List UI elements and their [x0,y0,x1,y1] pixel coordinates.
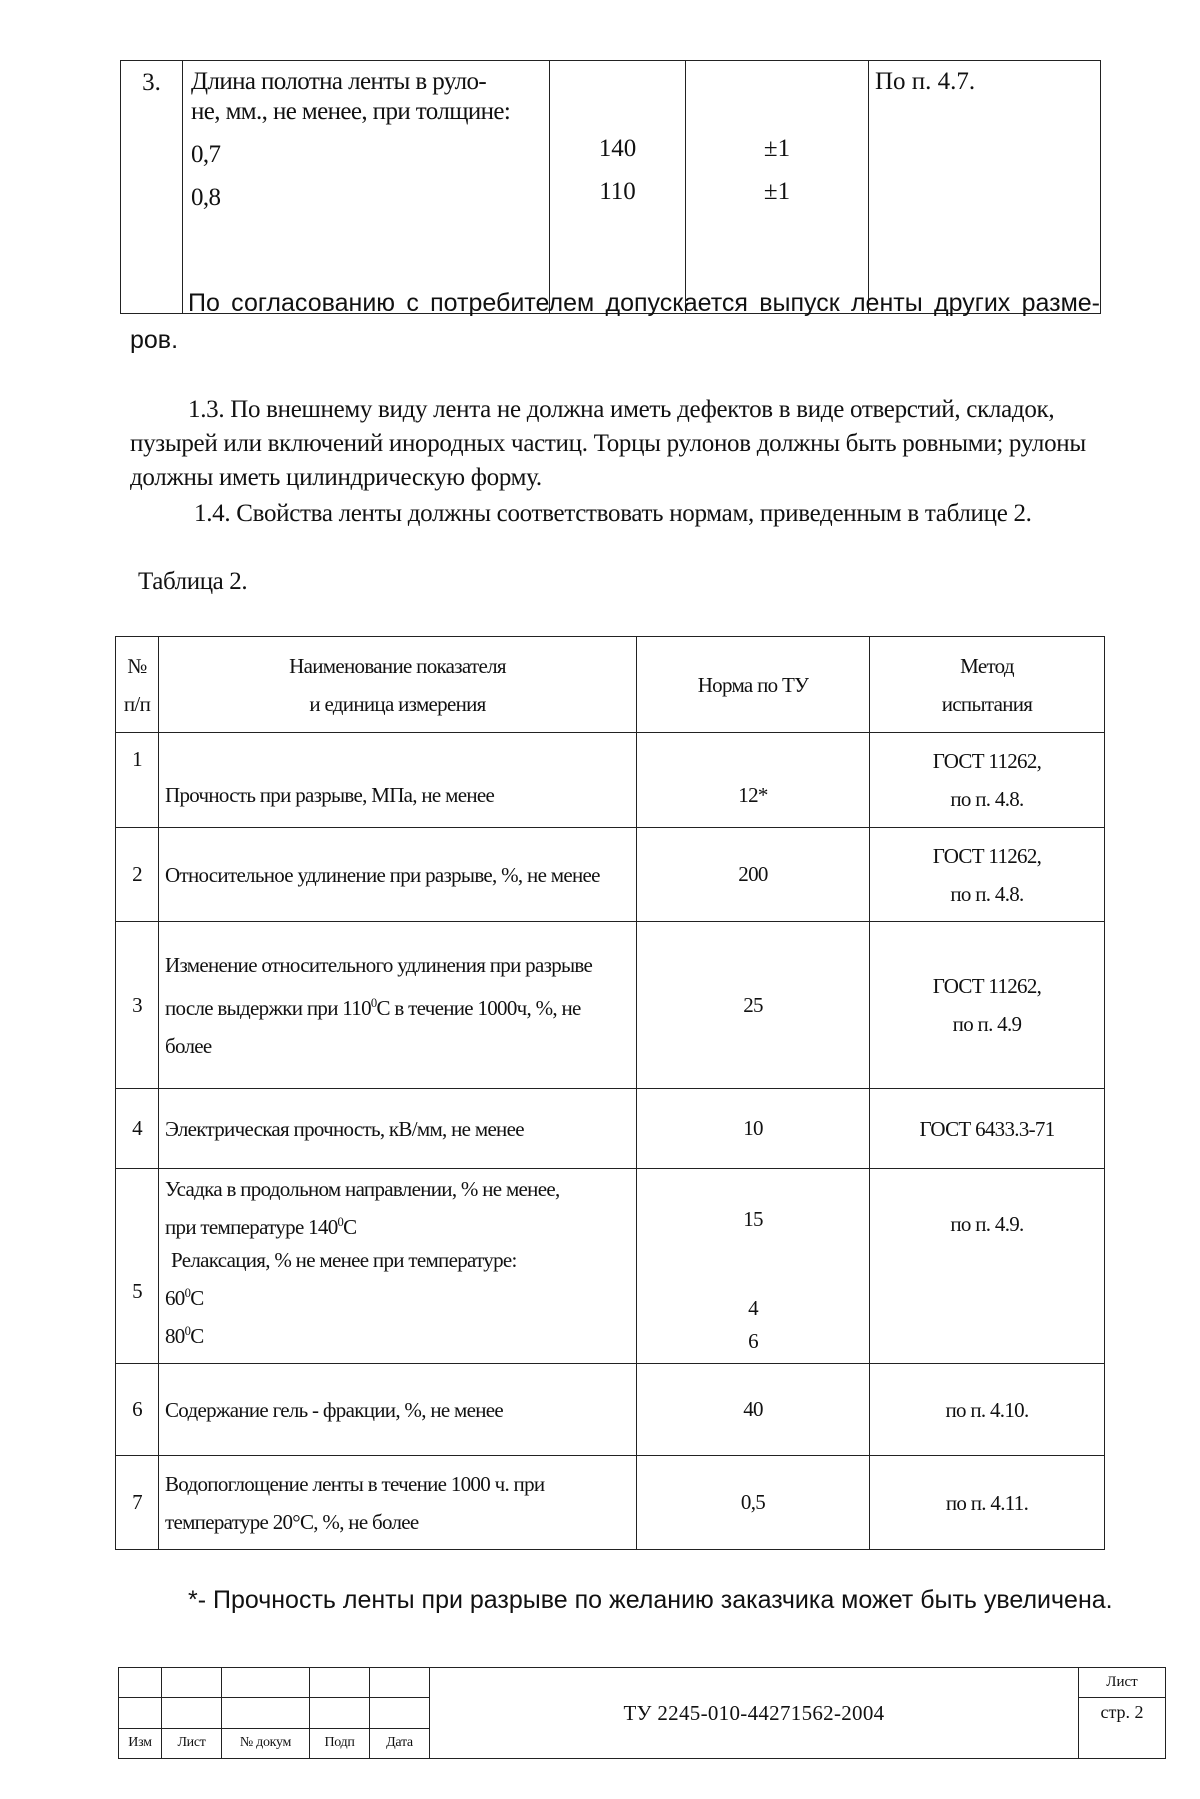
header-norm: Норма по ТУ [637,637,870,733]
table-row: 5 Усадка в продольном направлении, % не менее, при температуре $140^0С$ Релаксация, % не менее при температуре: $60^0С$ $80^0С$ 15 4 6 по п. 4.9. [116,1169,1105,1364]
thickness-value: 0,7 [191,141,221,168]
title-block [118,1667,1166,1759]
table-row: 4 Электрическая прочность, кВ/мм, не менее 10 ГОСТ 6433.3-71 [116,1089,1105,1169]
footnote: *- Прочность ленты при разрыве по желанию заказчика может быть увеличена. [188,1586,1113,1614]
paragraph-1-3: 1.3. По внешнему виду лента не должна иметь дефектов в виде отверстий, складок, пузырей или включений инородных частиц. Торцы рулонов должны быть ровными; рулоны должны иметь цилиндрическую форму. [130,396,1086,491]
label-doc-number: № докум [222,1728,310,1758]
row-method: По п. 4.7. [869,61,1101,314]
label-signature: Подп [310,1728,370,1758]
row-tolerances: ±1 ±1 [686,61,869,314]
table-row: 7 Водопоглощение ленты в течение 1000 ч. при температуре 20°С, %, не более 0,5 по п. 4.11. [116,1456,1105,1550]
row-name: Длина полотна ленты в руло- не, мм., не менее, при толщине: 0,7 0,8 [183,61,550,314]
sheet-label: Лист [1079,1668,1166,1698]
row-number: 3. [121,61,183,314]
thickness-list [191,127,541,219]
properties-table [115,636,1105,1550]
label-date: Дата [370,1728,430,1758]
table-caption: Таблица 2. [138,568,248,595]
spec-table-continuation [120,60,1101,314]
header-name: Наименование показателя и единица измерения [159,637,637,733]
table-row [121,61,1101,314]
sheet-number: стр. 2 [1079,1698,1166,1759]
table-row: 3 Изменение относительного удлинения при разрыве после выдержки при $110^0С$ в течение 1000ч, %, не более 25 ГОСТ 11262, по п. 4.9 [116,922,1105,1089]
row-values: 140 110 [550,61,686,314]
document-number: ТУ 2245-010-44271562-2004 [430,1668,1079,1759]
label-sheet: Лист [162,1728,222,1758]
table-row: 6 Содержание гель - фракции, %, не менее 40 по п. 4.10. [116,1364,1105,1456]
table-row: 1 Прочность при разрыве, МПа, не менее 12* ГОСТ 11262, по п. 4.8. [116,733,1105,828]
label-change: Изм [119,1728,162,1758]
header-number: № п/п [116,637,159,733]
table-row: 2 Относительное удлинение при разрыве, %, не менее 200 ГОСТ 11262, по п. 4.8. [116,828,1105,922]
paragraph-1-4: 1.4. Свойства ленты должны соответствовать нормам, приведенным в таблице 2. [194,500,1032,527]
paragraph-agreement: По согласованию с потребителем допускается выпуск ленты других разме-ров. [130,289,1100,354]
header-method: Метод испытания [870,637,1105,733]
table-header-row [116,637,1105,733]
thickness-value: 0,8 [191,184,221,211]
